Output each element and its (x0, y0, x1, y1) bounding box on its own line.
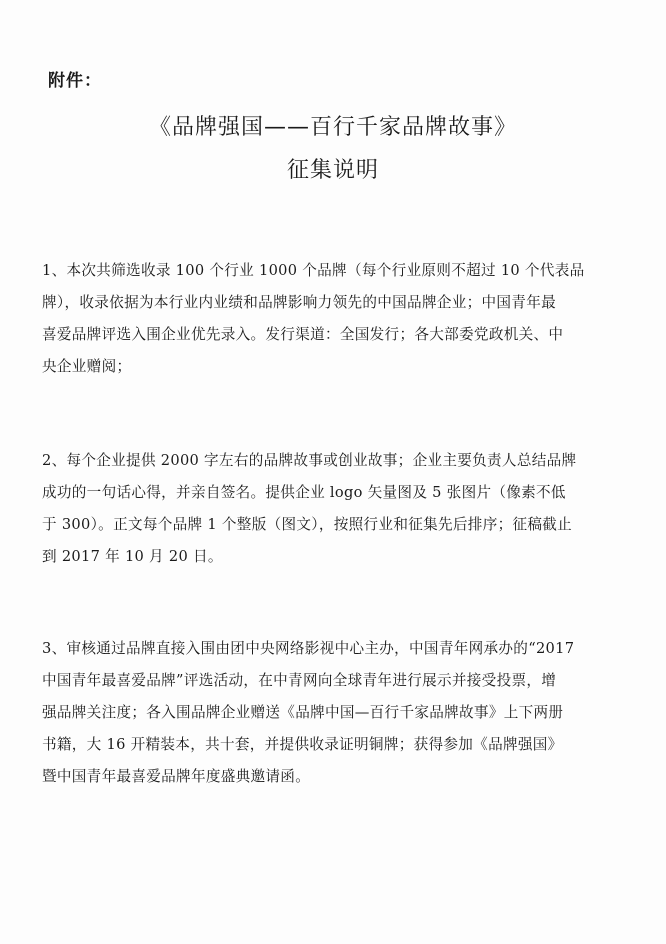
document-subtitle: 征集说明 (286, 158, 379, 183)
paragraph-line: 牌），收录依据为本行业内业绩和品牌影响力领先的中国品牌企业；中国青年最 (42, 294, 556, 311)
paragraph-line: 喜爱品牌评选入围企业优先录入。发行渠道：全国发行；各大部委党政机关、中 (42, 326, 564, 343)
paragraph-3 (42, 633, 638, 793)
document-title: 《品牌强国——百行千家品牌故事》 (148, 115, 517, 140)
paragraph-line: 到 2017 年 10 月 20 日。 (42, 548, 223, 565)
paragraph-line: 中国青年最喜爱品牌”评选活动，在中青网向全球青年进行展示并接受投票，增 (42, 672, 557, 689)
paragraph-line: 暨中国青年最喜爱品牌年度盛典邀请函。 (42, 768, 311, 785)
paragraph-line: 成功的一句话心得，并亲自签名。提供企业 logo 矢量图及 5 张图片（像素不低 (42, 484, 566, 501)
attachment-label: 附件： (48, 71, 102, 91)
paragraph-line: 3、审核通过品牌直接入围由团中央网络影视中心主办，中国青年网承办的“2017 (42, 640, 575, 657)
paragraph-line: 1、本次共筛选收录 100 个行业 1000 个品牌（每个行业原则不超过 10 个代表品 (42, 262, 585, 279)
paragraph-1 (42, 255, 638, 383)
paragraph-line: 2、每个企业提供 2000 字左右的品牌故事或创业故事；企业主要负责人总结品牌 (42, 452, 577, 469)
paragraph-line: 强品牌关注度；各入围品牌企业赠送《品牌中国—百行千家品牌故事》上下两册 (42, 704, 564, 721)
paragraph-line: 央企业赠阅； (42, 358, 132, 375)
paragraph-line: 书籍，大 16 开精装本，共十套，并提供收录证明铜牌；获得参加《品牌强国》 (42, 736, 563, 753)
paragraph-2 (42, 445, 638, 573)
paragraph-line: 于 300）。正文每个品牌 1 个整版（图文），按照行业和征集先后排序；征稿截止 (42, 516, 573, 533)
